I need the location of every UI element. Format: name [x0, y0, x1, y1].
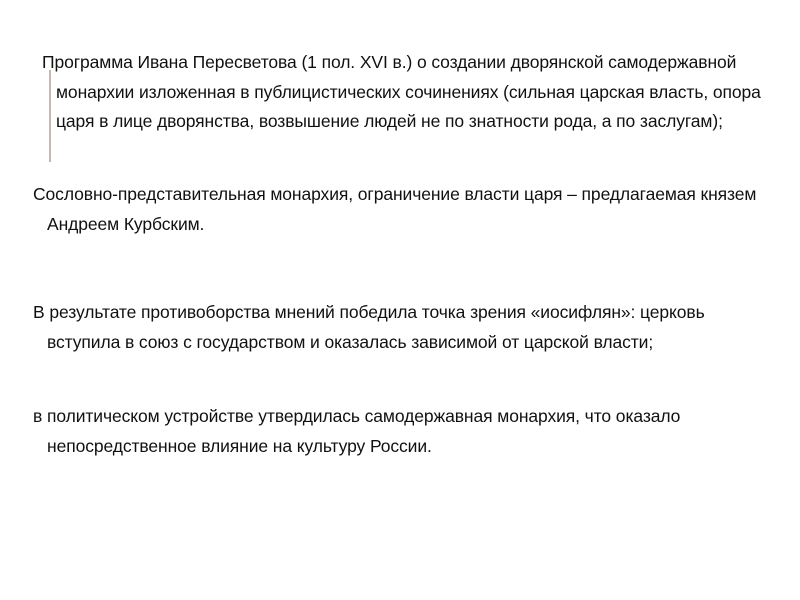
paragraph-estate-monarchy: Сословно-представительная монархия, ограничение власти царя – предлагаемая князем Андреем Курбским. — [33, 184, 757, 234]
paragraph-peresvetov-program: Программа Ивана Пересветова (1 пол. XVI в.) о создании дворянской самодержавной монархии изложенная в публицистических сочинениях (сильная царская власть, опора царя в лице дворянства, возвышение людей не по знатности рода, а по заслугам); — [42, 52, 761, 131]
paragraph-josephites-outcome: В результате противоборства мнений победила точка зрения «иосифлян»: церковь вступила в союз с государством и оказалась зависимой от царской власти; — [33, 302, 705, 352]
paragraph-autocracy-influence: в политическом устройстве утвердилась самодержавная монархия, что оказало непосредственное влияние на культуру России. — [33, 406, 681, 456]
